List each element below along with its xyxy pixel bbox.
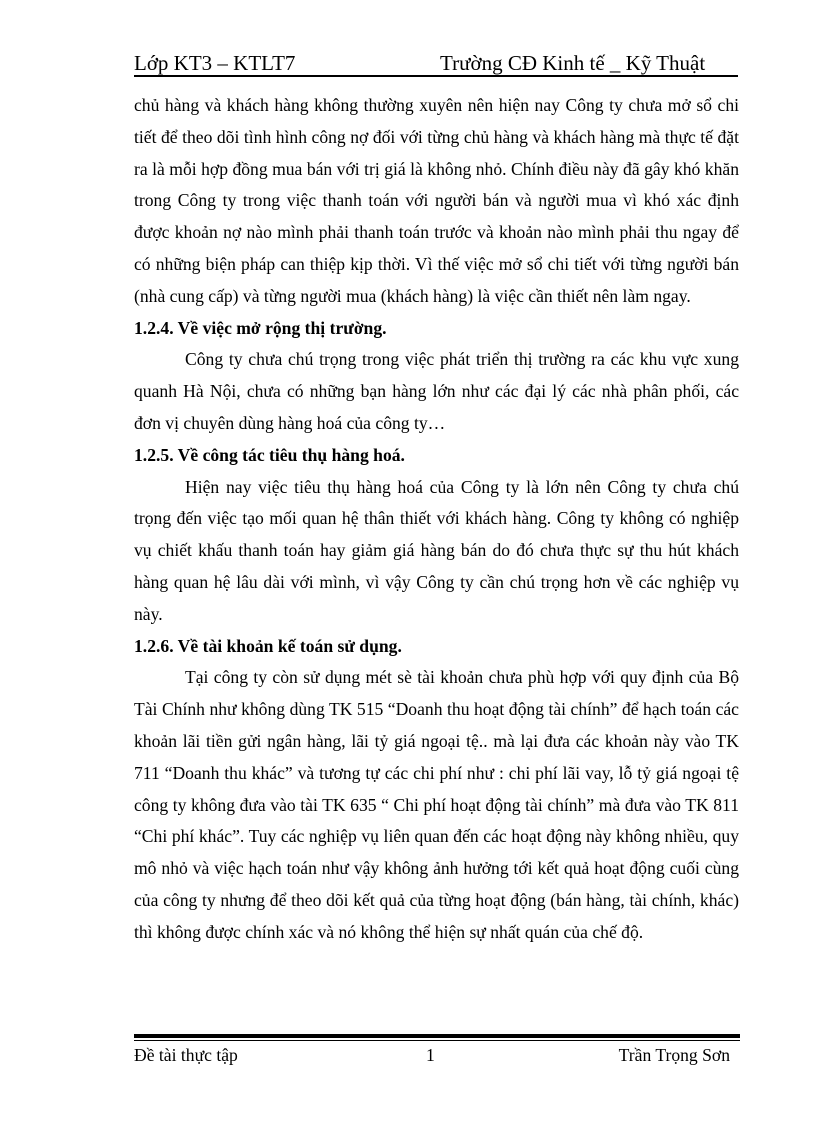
footer-divider-thick [134,1034,740,1038]
page-header [134,48,738,78]
page-number: 1 [426,1045,435,1065]
header-divider [134,75,738,77]
paragraph-continuation: chủ hàng và khách hàng không thường xuyên nên hiện nay Công ty chưa mở sổ chi tiết để theo dõi tình hình công nợ đối với từng chủ hàng và khách hàng mà thực tế đặt ra là mỗi hợp đồng mua bán với trị giá là không nhỏ. Chính điều này đã gây khó khăn trong Công ty trong việc thanh toán với người bán và người mua vì khó xác định được khoản nợ nào mình phải thanh toán trước và khoản nào mình phải thu ngay để có những biện pháp can thiệp kịp thời. Vì thế việc mở sổ chi tiết với từng người bán (nhà cung cấp) và từng người mua (khách hàng) là việc cần thiết nên làm ngay. [134,95,739,306]
footer-author-name: Trần Trọng Sơn [618,1045,730,1065]
section-heading-1-2-5: 1.2.5. Về công tác tiêu thụ hàng hoá. [134,444,405,465]
footer-topic-label: Đề tài thực tập [134,1045,238,1065]
section-heading-1-2-6: 1.2.6. Về tài khoản kế toán sử dụng. [134,635,402,656]
header-class-label: Lớp KT3 – KTLT7 [134,51,296,75]
document-body [134,90,739,949]
footer-divider-thin [134,1040,740,1041]
page-footer [134,1044,740,1068]
section-heading-1-2-4: 1.2.4. Về việc mở rộng thị trường. [134,317,387,338]
header-school-name: Trường CĐ Kinh tế _ Kỹ Thuật [440,51,706,75]
paragraph-sales: Hiện nay việc tiêu thụ hàng hoá của Công ty là lớn nên Công ty chưa chú trọng đến việc tạo mối quan hệ thân thiết với khách hàng. Công ty không có nghiệp vụ chiết khấu thanh toán hay giảm giá hàng bán do đó chưa thực sự thu hút khách hàng quan hệ lâu dài với mình, vì vậy Công ty cần chú trọng hơn về các nghiệp vụ này. [134,476,739,624]
paragraph-accounts: Tại công ty còn sử dụng mét sè tài khoản chưa phù hợp với quy định của Bộ Tài Chính như không dùng TK 515 “Doanh thu hoạt động tài chính” để hạch toán các khoản lãi tiền gửi ngân hàng, lãi tỷ giá ngoại tệ.. mà lại đưa các khoản này vào TK 711 “Doanh thu khác” và tương tự các chi phí như : chi phí lãi vay, lỗ tỷ giá ngoại tệ công ty không đưa vào tài TK 635 “ Chi phí hoạt động tài chính” mà đưa vào TK 811 “Chi phí khác”. Tuy các nghiệp vụ liên quan đến các hoạt động này không nhiều, quy mô nhỏ và việc hạch toán như vậy không ảnh hưởng tới kết quả hoạt động cuối cùng của công ty nhưng để theo dõi kết quả của từng hoạt động (bán hàng, tài chính, khác) thì không được chính xác và nó không thể hiện sự nhất quán của chế độ. [134,667,739,942]
paragraph-market-expansion: Công ty chưa chú trọng trong việc phát triển thị trường ra các khu vực xung quanh Hà Nội, chưa có những bạn hàng lớn như các đại lý các nhà phân phối, các đơn vị chuyên dùng hàng hoá của công ty… [134,349,739,433]
